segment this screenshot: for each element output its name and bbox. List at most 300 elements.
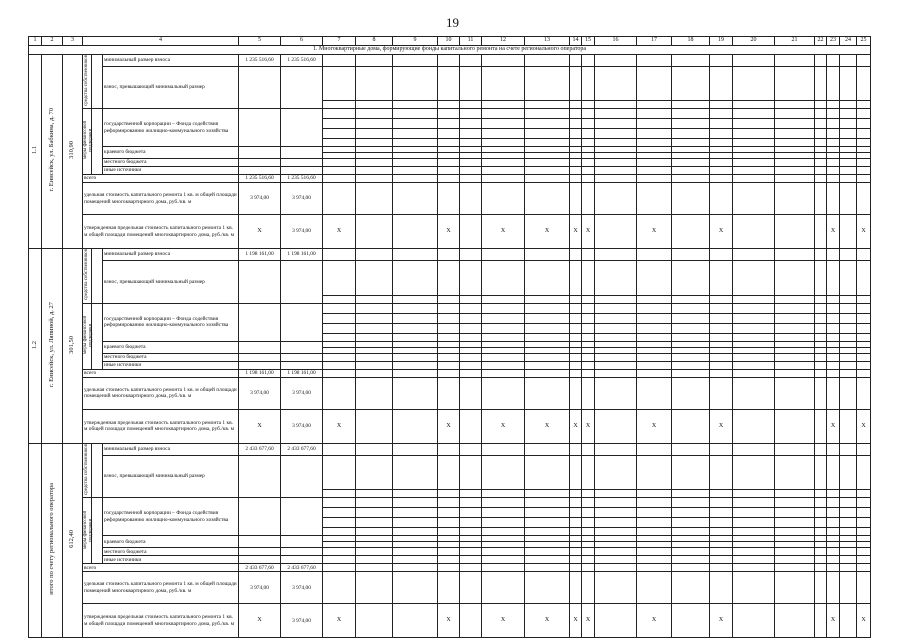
empty-cell (393, 261, 438, 296)
empty-cell (482, 303, 525, 313)
empty-cell (595, 604, 637, 638)
empty-cell (840, 528, 857, 536)
empty-cell (525, 175, 570, 183)
empty-cell (733, 167, 775, 175)
empty-cell (815, 498, 827, 508)
colnum: 8 (356, 37, 393, 46)
empty-cell (281, 147, 323, 159)
empty-cell (595, 323, 637, 333)
empty-cell (582, 361, 595, 369)
empty-cell (775, 409, 815, 443)
empty-cell (733, 119, 775, 129)
empty-cell (827, 377, 840, 409)
empty-cell (482, 313, 525, 323)
empty-cell (710, 54, 733, 66)
empty-cell (482, 175, 525, 183)
table-row (29, 249, 871, 261)
empty-cell (857, 295, 871, 303)
empty-cell (827, 572, 840, 604)
table-row (29, 572, 871, 604)
table-row (29, 183, 871, 215)
colnum: 10 (438, 37, 460, 46)
empty-cell (525, 303, 570, 313)
empty-cell (857, 323, 871, 333)
empty-cell (595, 183, 637, 215)
empty-cell (710, 443, 733, 455)
empty-cell (595, 498, 637, 508)
empty-cell (710, 556, 733, 564)
empty-cell (857, 353, 871, 361)
empty-cell (525, 167, 570, 175)
empty-cell (733, 333, 775, 341)
empty-cell (775, 518, 815, 528)
empty-cell (393, 215, 438, 249)
empty-cell (710, 572, 733, 604)
empty-cell (570, 353, 582, 361)
empty-cell (438, 139, 460, 147)
section-title: 1. Многоквартирные дома, формирующие фонды капитального ремонта на счете регионального оператора (29, 45, 871, 54)
empty-cell (672, 409, 710, 443)
table-row (29, 261, 871, 296)
total-col5: 2 433 677,60 (239, 564, 281, 572)
empty-cell (438, 528, 460, 536)
empty-cell (582, 455, 595, 490)
empty-cell (323, 295, 356, 303)
x-mark: X (482, 604, 525, 638)
empty-cell (733, 548, 775, 556)
empty-cell (637, 564, 672, 572)
empty-cell (393, 409, 438, 443)
empty-cell (460, 183, 482, 215)
empty-cell (582, 369, 595, 377)
row-label-unit-cost: удельная стоимость капитального ремонта 1 кв. м общей площади помещений многоквартирного дома, руб./кв. м (83, 377, 239, 409)
empty-cell (482, 455, 525, 490)
empty-cell (840, 490, 857, 498)
empty-cell (672, 572, 710, 604)
table-row (29, 159, 871, 167)
empty-cell (827, 548, 840, 556)
empty-cell (323, 119, 356, 129)
empty-cell (827, 323, 840, 333)
empty-cell (356, 508, 393, 518)
empty-cell (393, 508, 438, 518)
empty-cell (827, 369, 840, 377)
empty-cell (672, 66, 710, 101)
colnum: 22 (815, 37, 827, 46)
empty-cell (710, 167, 733, 175)
empty-cell (733, 303, 775, 313)
empty-cell (356, 323, 393, 333)
x-mark: X (525, 409, 570, 443)
empty-cell (733, 528, 775, 536)
empty-cell (595, 313, 637, 323)
colnum: 1 (29, 37, 42, 46)
empty-cell (482, 548, 525, 556)
empty-cell (525, 333, 570, 341)
empty-cell (857, 556, 871, 564)
empty-cell (460, 443, 482, 455)
empty-cell (570, 159, 582, 167)
empty-cell (775, 443, 815, 455)
empty-cell (356, 361, 393, 369)
empty-cell (840, 215, 857, 249)
empty-cell (460, 508, 482, 518)
empty-cell (710, 303, 733, 313)
empty-cell (525, 528, 570, 536)
empty-cell (323, 139, 356, 147)
empty-cell (857, 361, 871, 369)
empty-cell (637, 66, 672, 101)
empty-cell (733, 353, 775, 361)
empty-cell (733, 295, 775, 303)
empty-cell (582, 333, 595, 341)
table-row (29, 66, 871, 101)
empty-cell (733, 443, 775, 455)
empty-cell (710, 129, 733, 139)
empty-cell (356, 139, 393, 147)
owners-funds-label: средства собственников (83, 249, 92, 304)
x-mark: X (637, 409, 672, 443)
empty-cell (595, 261, 637, 296)
empty-cell (323, 333, 356, 341)
empty-cell (775, 261, 815, 296)
empty-cell (582, 101, 595, 109)
empty-cell (672, 167, 710, 175)
empty-cell (582, 377, 595, 409)
empty-cell (323, 175, 356, 183)
owners-funds-label: средства собственников (83, 54, 92, 109)
empty-cell (460, 377, 482, 409)
row-label-min: минимальный размер взноса (103, 443, 239, 455)
empty-cell (733, 323, 775, 333)
table-row (29, 455, 871, 490)
empty-cell (733, 261, 775, 296)
empty-cell (570, 167, 582, 175)
empty-cell (582, 119, 595, 129)
empty-cell (582, 109, 595, 119)
empty-cell (710, 249, 733, 261)
x-mark: X (525, 215, 570, 249)
empty-cell (582, 261, 595, 296)
empty-cell (582, 167, 595, 175)
empty-cell (827, 101, 840, 109)
empty-cell (393, 455, 438, 490)
empty-cell (570, 528, 582, 536)
empty-cell (281, 66, 323, 109)
empty-cell (393, 518, 438, 528)
x-mark: X (582, 409, 595, 443)
empty-cell (710, 109, 733, 119)
empty-cell (393, 295, 438, 303)
empty-cell (840, 369, 857, 377)
table-row (29, 215, 871, 249)
empty-cell (840, 508, 857, 518)
empty-cell (595, 175, 637, 183)
colnum: 7 (323, 37, 356, 46)
empty-cell (438, 159, 460, 167)
col5-value: 1 198 161,00 (239, 249, 281, 261)
empty-cell (323, 361, 356, 369)
empty-cell (323, 528, 356, 536)
empty-cell (815, 518, 827, 528)
empty-cell (672, 183, 710, 215)
empty-cell (460, 564, 482, 572)
empty-cell (637, 175, 672, 183)
empty-cell (595, 159, 637, 167)
empty-cell (733, 175, 775, 183)
empty-cell (815, 54, 827, 66)
col6-value: 1 235 516,60 (281, 54, 323, 66)
empty-cell (595, 518, 637, 528)
colnum: 9 (393, 37, 438, 46)
empty-cell (815, 508, 827, 518)
empty-cell (840, 443, 857, 455)
empty-cell (525, 548, 570, 556)
empty-cell (570, 572, 582, 604)
empty-cell (460, 167, 482, 175)
table-row (29, 409, 871, 443)
empty-cell (356, 443, 393, 455)
empty-cell (710, 508, 733, 518)
empty-cell (525, 443, 570, 455)
empty-cell (582, 518, 595, 528)
empty-cell (857, 508, 871, 518)
colnum: 14 (570, 37, 582, 46)
empty-cell (710, 333, 733, 341)
empty-cell (815, 353, 827, 361)
empty-cell (637, 556, 672, 564)
row-label-regional-budget: краевого бюджета (103, 341, 239, 353)
empty-cell (710, 261, 733, 296)
empty-cell (827, 139, 840, 147)
row-label-total: всего (83, 175, 239, 183)
empty-cell (710, 377, 733, 409)
colnum: 12 (482, 37, 525, 46)
empty-cell (733, 369, 775, 377)
x-mark: X (525, 604, 570, 638)
empty-cell (710, 564, 733, 572)
empty-cell (827, 556, 840, 564)
x-mark: X (582, 215, 595, 249)
table-row (29, 303, 871, 313)
empty-cell (637, 490, 672, 498)
empty-cell (775, 353, 815, 361)
empty-cell (570, 183, 582, 215)
empty-cell (570, 498, 582, 508)
colnum: 11 (460, 37, 482, 46)
empty-cell (815, 323, 827, 333)
empty-cell (323, 508, 356, 518)
empty-cell (840, 183, 857, 215)
empty-cell (582, 313, 595, 323)
empty-cell (460, 498, 482, 508)
empty-cell (482, 508, 525, 518)
empty-cell (840, 109, 857, 119)
empty-cell (857, 369, 871, 377)
empty-cell (323, 261, 356, 296)
empty-cell (815, 119, 827, 129)
colnum: 6 (281, 37, 323, 46)
empty-cell (815, 572, 827, 604)
empty-cell (239, 167, 281, 175)
colnum: 13 (525, 37, 570, 46)
empty-cell (710, 119, 733, 129)
empty-cell (460, 295, 482, 303)
colnum: 18 (672, 37, 710, 46)
table-row (29, 167, 871, 175)
empty-cell (482, 528, 525, 536)
empty-cell (460, 556, 482, 564)
empty-cell (815, 455, 827, 490)
empty-cell (637, 377, 672, 409)
empty-cell (815, 303, 827, 313)
empty-cell (733, 101, 775, 109)
empty-cell (525, 518, 570, 528)
empty-cell (582, 490, 595, 498)
empty-cell (857, 564, 871, 572)
empty-cell (637, 303, 672, 313)
empty-cell (281, 498, 323, 536)
empty-cell (815, 175, 827, 183)
empty-cell (733, 159, 775, 167)
empty-cell (438, 175, 460, 183)
empty-cell (582, 564, 595, 572)
empty-cell (710, 313, 733, 323)
colnum: 20 (733, 37, 775, 46)
block-area: 301,50 (63, 249, 83, 444)
empty-cell (323, 66, 356, 101)
empty-cell (815, 409, 827, 443)
empty-cell (637, 261, 672, 296)
empty-cell (815, 295, 827, 303)
empty-cell (827, 564, 840, 572)
empty-cell (672, 353, 710, 361)
empty-cell (525, 313, 570, 323)
empty-cell (857, 313, 871, 323)
empty-cell (393, 548, 438, 556)
empty-cell (356, 377, 393, 409)
empty-cell (460, 54, 482, 66)
empty-cell (775, 498, 815, 508)
empty-cell (672, 443, 710, 455)
empty-cell (857, 101, 871, 109)
empty-cell (595, 303, 637, 313)
empty-cell (857, 333, 871, 341)
empty-cell (438, 303, 460, 313)
empty-cell (840, 548, 857, 556)
empty-cell (840, 361, 857, 369)
total-col5: 1 198 161,00 (239, 369, 281, 377)
empty-cell (570, 261, 582, 296)
empty-cell (482, 167, 525, 175)
empty-cell (393, 109, 438, 119)
empty-cell (595, 129, 637, 139)
empty-cell (815, 490, 827, 498)
empty-cell (710, 369, 733, 377)
empty-cell (570, 564, 582, 572)
limit-cost-col6: 3 974,00 (281, 215, 323, 249)
empty-cell (438, 313, 460, 323)
empty-cell (710, 175, 733, 183)
block-number: 1.2 (29, 249, 42, 444)
empty-cell (482, 498, 525, 508)
empty-cell (775, 333, 815, 341)
empty-cell (827, 353, 840, 361)
row-label-local-budget: местного бюджета (103, 548, 239, 556)
empty-cell (281, 303, 323, 341)
empty-cell (570, 369, 582, 377)
empty-cell (460, 159, 482, 167)
x-mark: X (857, 604, 871, 638)
empty-cell (438, 498, 460, 508)
empty-cell (460, 361, 482, 369)
empty-cell (570, 508, 582, 518)
empty-cell (438, 443, 460, 455)
empty-cell (438, 353, 460, 361)
empty-cell (857, 167, 871, 175)
empty-cell (525, 119, 570, 129)
empty-cell (637, 333, 672, 341)
empty-cell (733, 361, 775, 369)
empty-cell (775, 129, 815, 139)
empty-cell (827, 261, 840, 296)
empty-cell (672, 295, 710, 303)
empty-cell (840, 556, 857, 564)
empty-cell (438, 261, 460, 296)
empty-cell (637, 361, 672, 369)
empty-cell (393, 66, 438, 101)
empty-cell (637, 508, 672, 518)
x-mark: X (239, 215, 281, 249)
empty-cell (438, 369, 460, 377)
empty-cell (595, 54, 637, 66)
empty-cell (710, 361, 733, 369)
block-address: итого по счету регионального оператора (42, 443, 63, 638)
empty-cell (525, 377, 570, 409)
empty-cell (595, 508, 637, 518)
empty-cell (356, 249, 393, 261)
empty-cell (857, 183, 871, 215)
empty-cell (733, 572, 775, 604)
row-label-unit-cost: удельная стоимость капитального ремонта 1 кв. м общей площади помещений многоквартирного дома, руб./кв. м (83, 183, 239, 215)
block-number: 1.1 (29, 54, 42, 249)
empty-cell (570, 119, 582, 129)
empty-cell (323, 443, 356, 455)
x-mark: X (637, 604, 672, 638)
empty-cell (460, 409, 482, 443)
row-label-limit-cost: утвержденная предельная стоимость капитального ремонта 1 кв. м общей площади помещений многоквартирного дома, руб./кв. м (83, 215, 239, 249)
empty-cell (525, 369, 570, 377)
unit-cost-col5: 3 974,00 (239, 377, 281, 409)
empty-cell (525, 490, 570, 498)
empty-cell (393, 498, 438, 508)
empty-cell (582, 443, 595, 455)
x-mark: X (827, 215, 840, 249)
empty-cell (775, 548, 815, 556)
empty-cell (239, 341, 281, 353)
block-address: г. Енисейск, ул. Ляпиной, д. 27 (42, 249, 63, 444)
empty-cell (595, 548, 637, 556)
empty-cell (595, 369, 637, 377)
empty-cell (595, 295, 637, 303)
row-label-total: всего (83, 369, 239, 377)
empty-cell (356, 313, 393, 323)
empty-cell (840, 66, 857, 101)
empty-cell (840, 101, 857, 109)
capital-repair-table (28, 36, 871, 638)
support-measures-label: меры финансовой поддержки (83, 303, 92, 369)
empty-cell (840, 333, 857, 341)
